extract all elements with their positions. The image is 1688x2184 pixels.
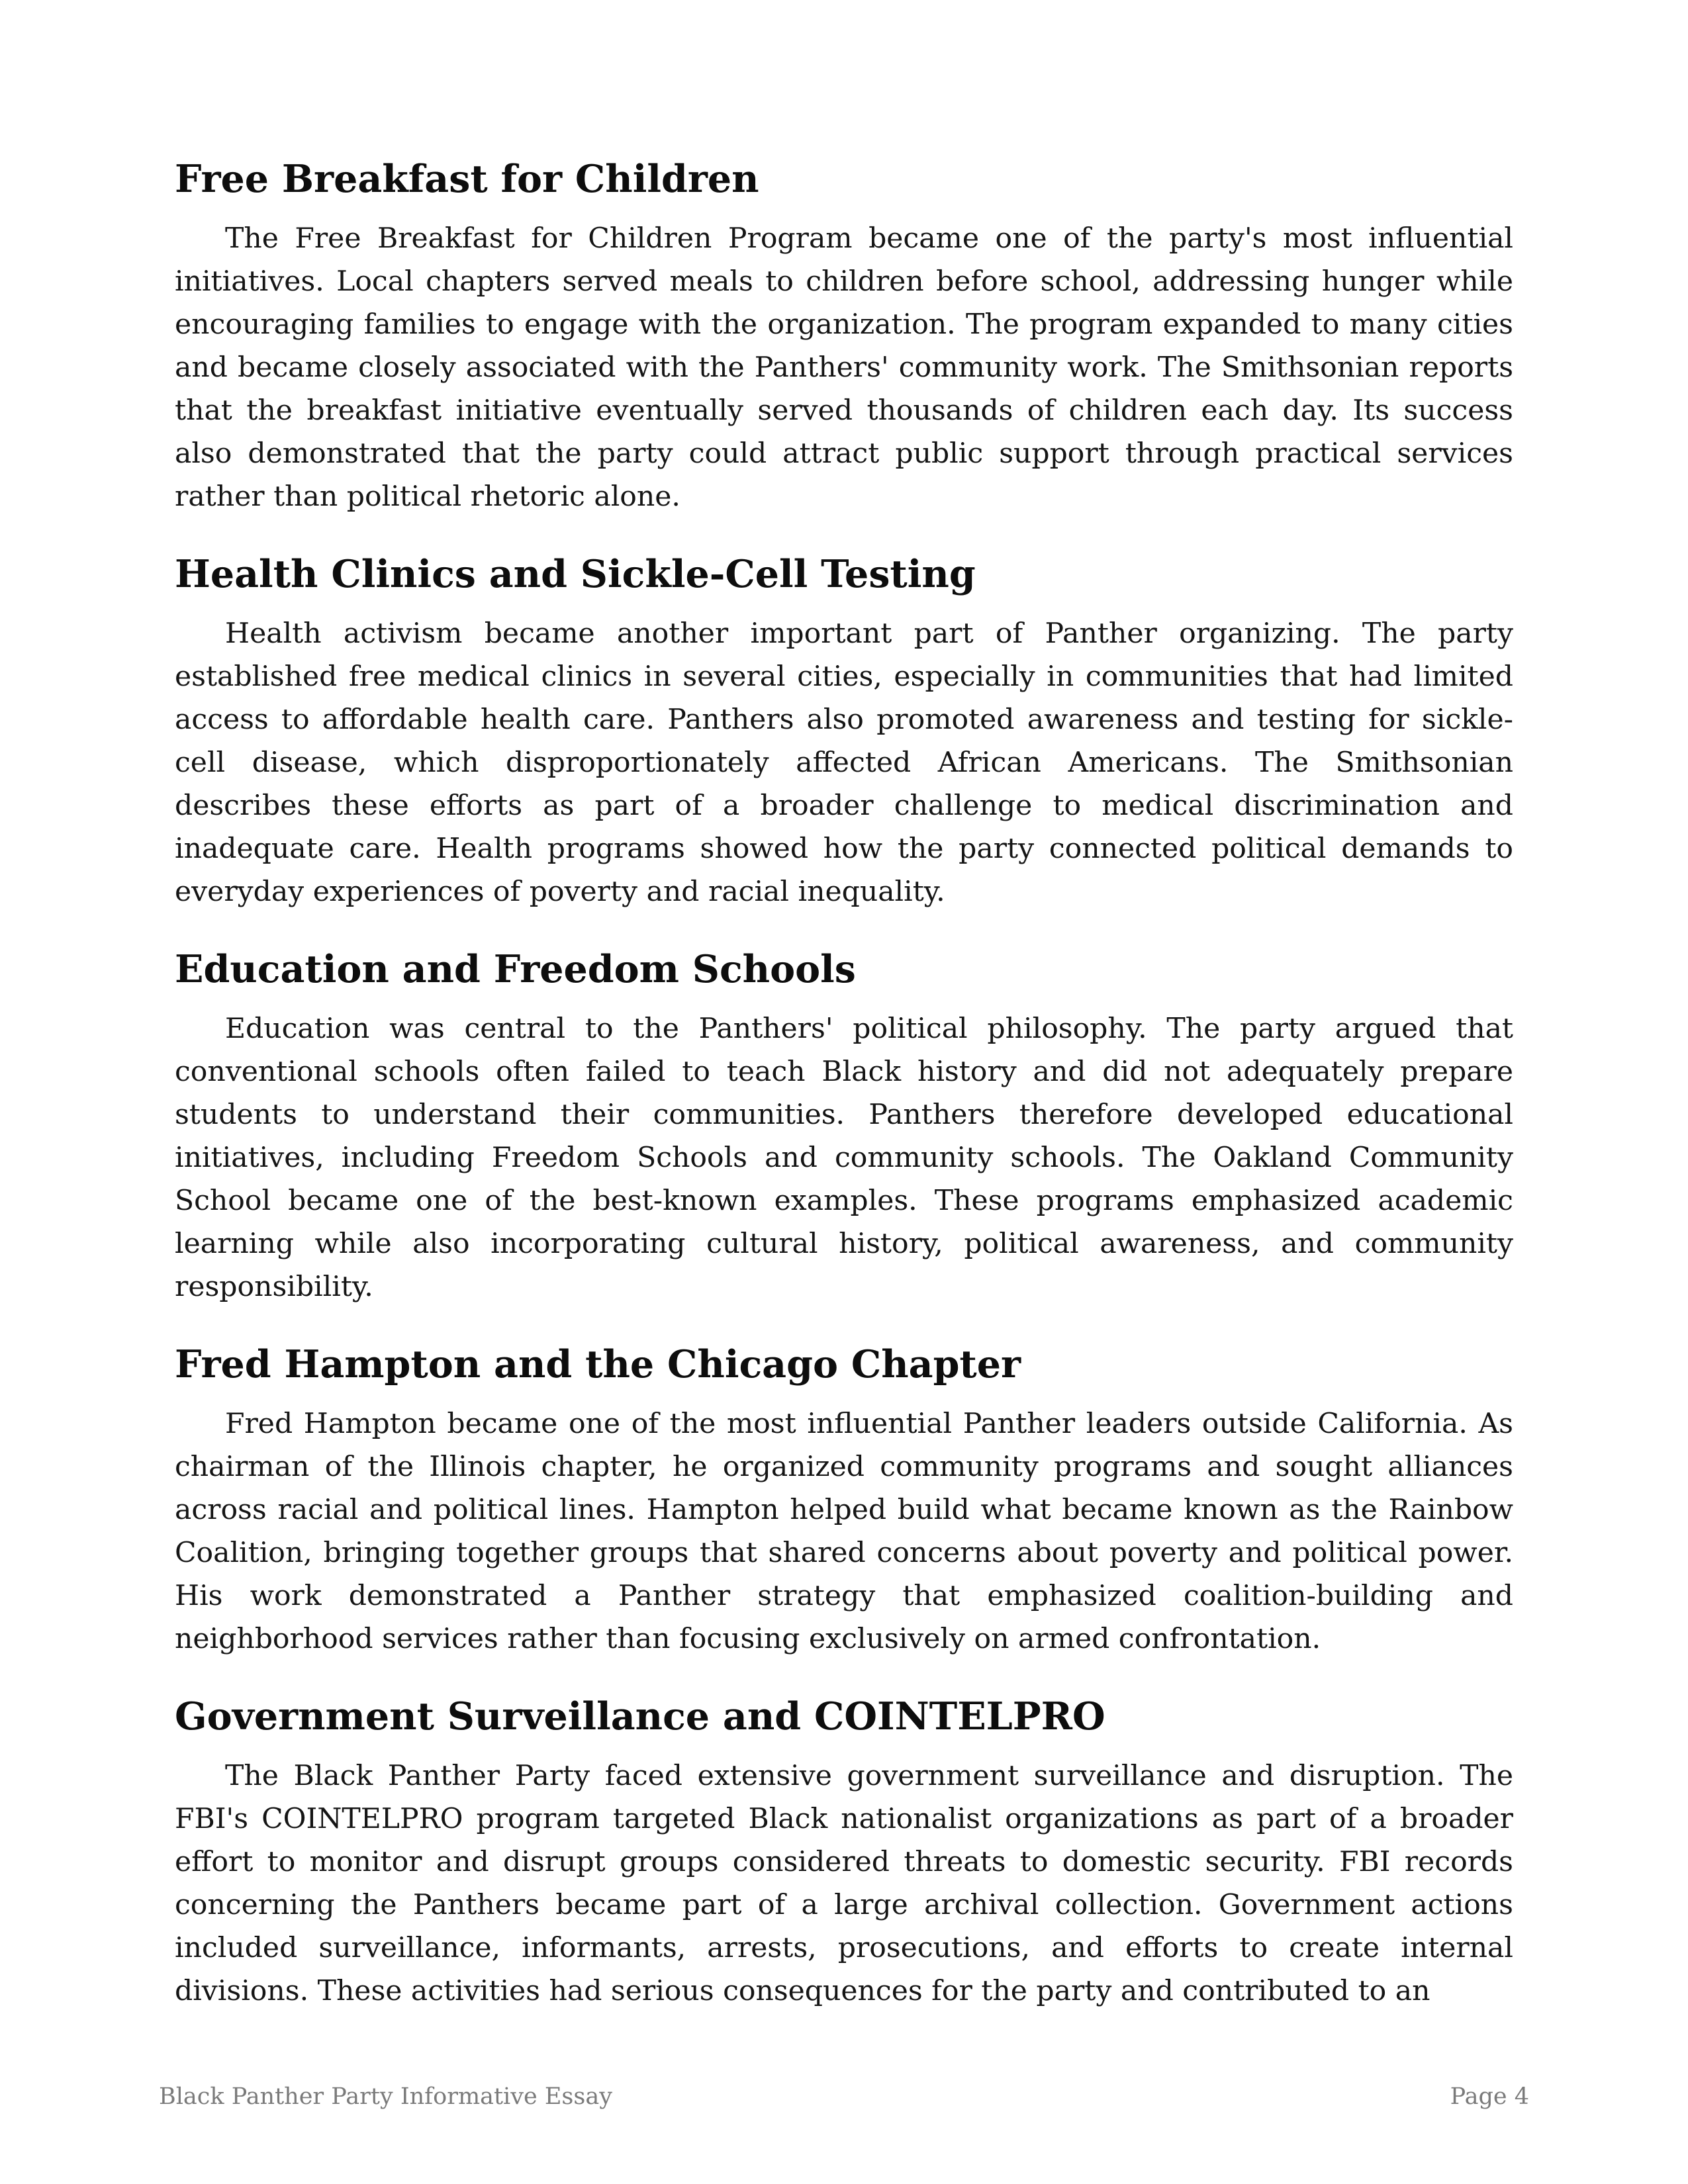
section-title-health-clinics: Health Clinics and Sickle-Cell Testing (175, 552, 976, 596)
section-title-cointelpro: Government Surveillance and COINTELPRO (175, 1694, 1105, 1739)
section-body-free-breakfast: The Free Breakfast for Children Program became one of the party's most influential initiatives. Local chapters served meals to children before school, addressing hunger while encouraging families to engage with the organization. The program expanded to many cities and became closely associated with the Panthers' community work. The Smithsonian reports that the breakfast initiative eventually served thousands of children each day. Its success also demonstrated that the party could attract public support through practical services rather than political rhetoric alone. (175, 222, 1513, 513)
section-body-fred-hampton: Fred Hampton became one of the most influential Panther leaders outside California. As chairman of the Illinois chapter, he organized community programs and sought alliances across racial and political lines. Hampton helped build what became known as the Rainbow Coalition, bringing together groups that shared concerns about poverty and political power. His work demonstrated a Panther strategy that emphasized coalition-building and neighborhood services rather than focusing exclusively on armed confrontation. (175, 1408, 1513, 1655)
footer-page-number: Page 4 (1450, 2083, 1529, 2110)
section-title-free-breakfast: Free Breakfast for Children (175, 157, 759, 201)
section-body-cointelpro: The Black Panther Party faced extensive government surveillance and disruption. The FBI's COINTELPRO program targeted Black nationalist organizations as part of a broader effort to monitor and disrupt groups considered threats to domestic security. FBI records concerning the Panthers became part of a large archival collection. Government actions included surveillance, informants, arrests, prosecutions, and efforts to create internal divisions. These activities had serious consequences for the party and contributed to an (175, 1760, 1513, 2007)
footer-document-title: Black Panther Party Informative Essay (159, 2083, 612, 2110)
section-body-education: Education was central to the Panthers' political philosophy. The party argued that conventional schools often failed to teach Black history and did not adequately prepare students to understand their communities. Panthers therefore developed educational initiatives, including Freedom Schools and community schools. The Oakland Community School became one of the best-known examples. These programs emphasized academic learning while also incorporating cultural history, political awareness, and community responsibility. (175, 1013, 1513, 1303)
page-content (175, 156, 1513, 2046)
section-title-fred-hampton: Fred Hampton and the Chicago Chapter (175, 1342, 1021, 1387)
section-title-education: Education and Freedom Schools (175, 947, 856, 991)
section-body-health-clinics: Health activism became another important part of Panther organizing. The party established free medical clinics in several cities, especially in communities that had limited access to affordable health care. Panthers also promoted awareness and testing for sickle-cell disease, which disproportionately affected African Americans. The Smithsonian describes these efforts as part of a broader challenge to medical discrimination and inadequate care. Health programs showed how the party connected political demands to everyday experiences of poverty and racial inequality. (175, 617, 1513, 908)
